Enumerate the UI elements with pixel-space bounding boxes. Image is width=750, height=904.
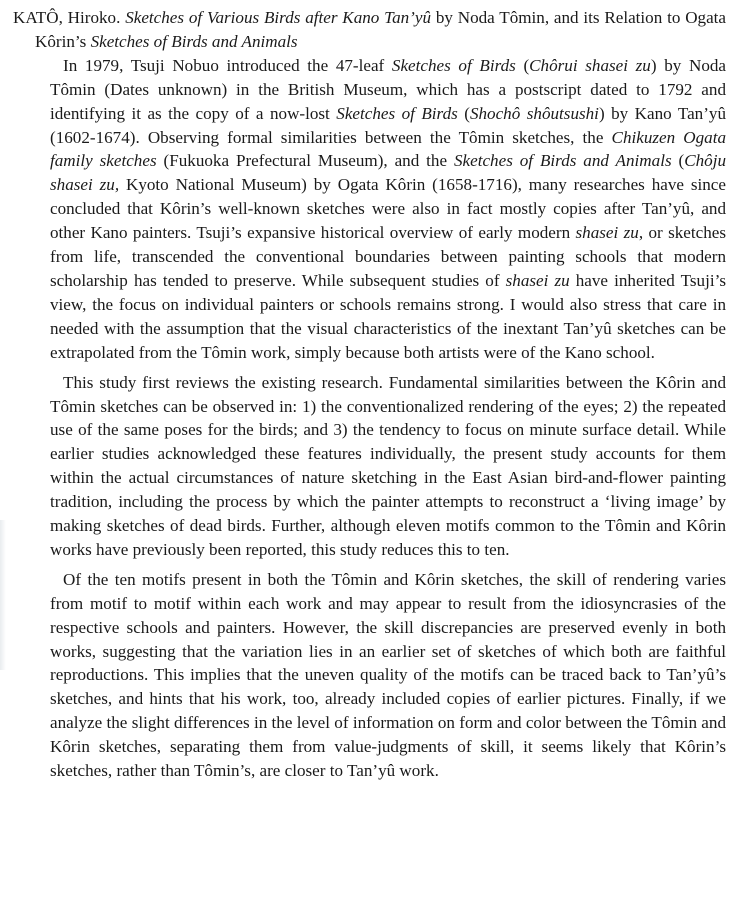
text-run: ( [457, 103, 470, 123]
abstract-paragraph-3 [50, 568, 726, 783]
abstract-paragraph-1 [50, 54, 726, 365]
italic-text-run: Sketches of Birds [336, 103, 458, 123]
text-run: Of the ten motifs present in both the Tômin and Kôrin sketches, the skill of rendering varies from motif to motif within each work and may appear to result from the idiosyncrasies of the respective schools and painters. However, the skill discrepancies are preserved evenly in both works, suggesting that the variation lies in an earlier set of sketches of which both are faithful reproductions. This implies that the uneven quality of the motifs can be traced back to Tan’yû’s sketches, and hints that his work, too, already included copies of earlier pictures. Finally, if we analyze the slight differences in the level of information on form and color between the Tômin and Kôrin sketches, separating them from value-judgments of skill, it seems likely that Kôrin’s sketches, rather than Tômin’s, are closer to Tan’yû work. [50, 569, 726, 781]
italic-text-run: Chôrui shasei zu [529, 55, 651, 75]
heading-by-text: by Noda Tômin, and its Relation to Ogata Kôrin’s [35, 8, 727, 51]
author-name: KATÔ, Hiroko. [13, 8, 121, 27]
page-edge-shadow [0, 520, 6, 670]
abstract-paragraph-2 [50, 371, 726, 562]
italic-text-run: Chôju shasei zu, [50, 151, 727, 195]
italic-text-run: Shochô shôutsushi [469, 103, 599, 123]
text-run: Kyoto National Museum) by Ogata Kôrin (1658-1716), many researches have since concluded that Kôrin’s well-known sketches were also in fact mostly copies after Tan’yû, and other Kano painters. Tsuji’s expansive historical overview of early modern [50, 175, 726, 243]
text-run: have inherited Tsuji’s view, the focus on individual painters or schools remains strong. I would also stress that care in needed with the assumption that the visual characteristics of the inextant Tan’yû sketches can be extrapolated from the Tômin work, simply because both artists were of the Kano school. [50, 270, 726, 362]
article-heading [13, 6, 726, 54]
text-run: ) by Noda Tômin (Dates unknown) in the British Museum, which has a postscript dated to 1792 and identifying it as the copy of a now-lost [50, 55, 726, 123]
italic-text-run: shasei zu [575, 223, 639, 243]
italic-text-run: shasei zu [505, 270, 570, 290]
article-title-second: Sketches of Birds and Animals [90, 31, 298, 51]
text-run: , or sketches from life, transcended the conventional boundaries between painting schools that modern scholarship has tended to preserve. While subsequent studies of [50, 223, 727, 290]
text-run: This study first reviews the existing research. Fundamental similarities between the Kôrin and Tômin sketches can be observed in: 1) the conventionalized rendering of the eyes; 2) the repeated use of the same poses for the birds; and 3) the tendency to focus on minute surface detail. While earlier studies acknowledged these features individually, the present study accounts for them within the actual circumstances of nature sketching in the East Asian bird-and-flower painting tradition, including the process by which the painter attempts to reconstruct a ‘living image’ by making sketches of dead birds. Further, although eleven motifs common to the Tômin and Kôrin works have previously been reported, this study reduces this to ten. [50, 372, 726, 559]
text-run: (Fukuoka Prefectural Museum), and the [156, 151, 454, 171]
text-run: In 1979, Tsuji Nobuo introduced the 47-leaf [63, 55, 392, 75]
text-run: ( [671, 151, 685, 171]
article-title: Sketches of Various Birds after Kano Tan’yû [125, 8, 432, 27]
italic-text-run: Sketches of Birds and Animals [454, 151, 672, 171]
italic-text-run: Sketches of Birds [391, 55, 516, 75]
text-run: ) by Kano Tan’yû (1602-1674). Observing formal similarities between the Tômin sketches, the [50, 103, 727, 147]
text-run: ( [515, 55, 530, 75]
italic-text-run: Chikuzen Ogata family sketches [50, 127, 726, 171]
